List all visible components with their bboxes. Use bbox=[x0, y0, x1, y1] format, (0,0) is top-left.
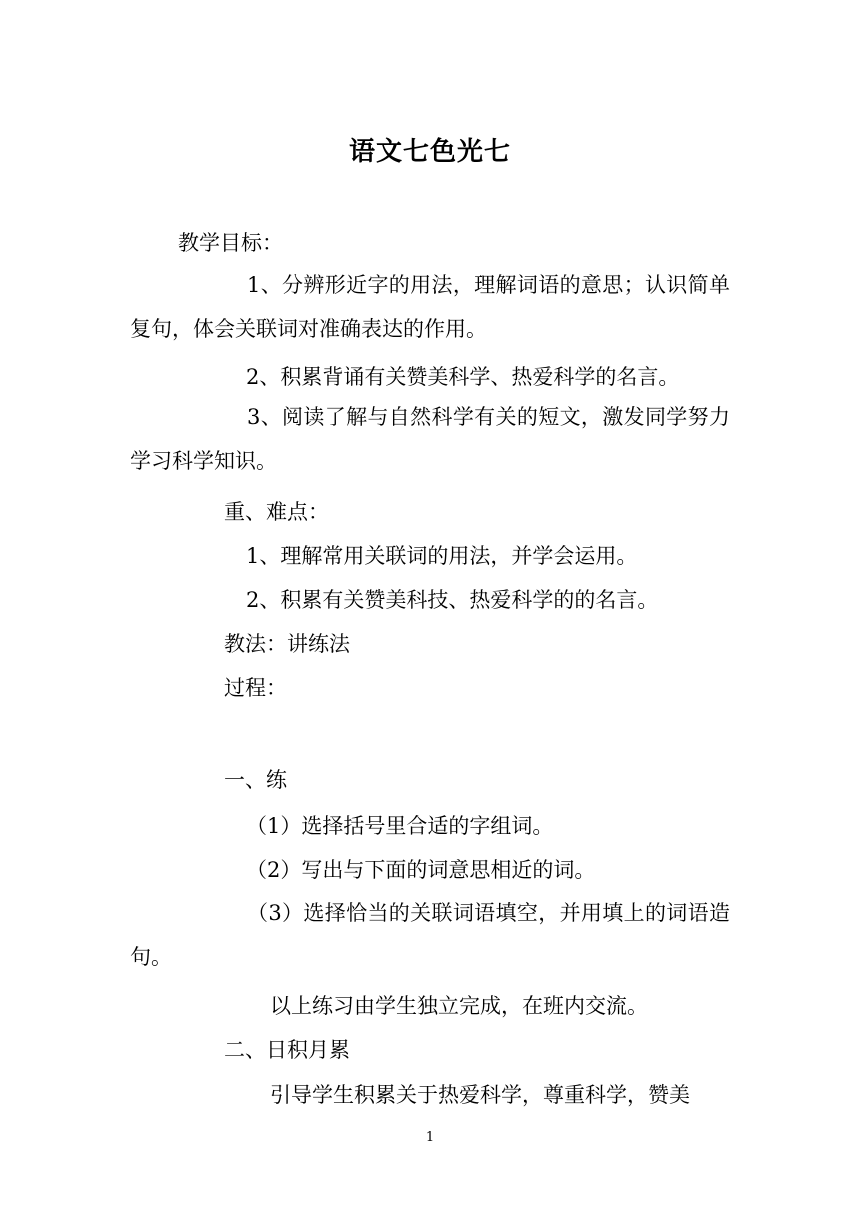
key-point-1: 1、理解常用关联词的用法，并学会运用。 bbox=[246, 544, 638, 568]
exercise-note: 以上练习由学生独立完成，在班内交流。 bbox=[270, 994, 648, 1018]
section-2-text: 引导学生积累关于热爱科学，尊重科学，赞美 bbox=[270, 1083, 690, 1107]
objective-3: 3、阅读了解与自然科学有关的短文，激发同学努力学习科学知识。 bbox=[130, 405, 730, 473]
objectives-heading: 教学目标： bbox=[178, 231, 283, 255]
exercise-3: （3）选择恰当的关联词语填空，并用填上的词语造句。 bbox=[130, 901, 730, 969]
section-1-heading: 一、练 bbox=[224, 768, 287, 792]
key-points-heading: 重、难点： bbox=[224, 500, 329, 524]
document-title: 语文七色光七 bbox=[348, 137, 511, 167]
teaching-method: 教法：讲练法 bbox=[224, 632, 350, 656]
section-2-heading: 二、日积月累 bbox=[224, 1038, 350, 1062]
exercise-1: （1）选择括号里合适的字组词。 bbox=[246, 814, 554, 838]
objective-1: 1、分辨形近字的用法，理解词语的意思；认识简单复句，体会关联词对准确表达的作用。 bbox=[130, 273, 730, 341]
exercise-2: （2）写出与下面的词意思相近的词。 bbox=[246, 858, 596, 882]
objective-2: 2、积累背诵有关赞美科学、热爱科学的名言。 bbox=[246, 365, 680, 389]
key-point-2: 2、积累有关赞美科技、热爱科学的的名言。 bbox=[246, 588, 659, 612]
process-heading: 过程： bbox=[224, 676, 287, 700]
page-number: 1 bbox=[425, 1130, 435, 1145]
